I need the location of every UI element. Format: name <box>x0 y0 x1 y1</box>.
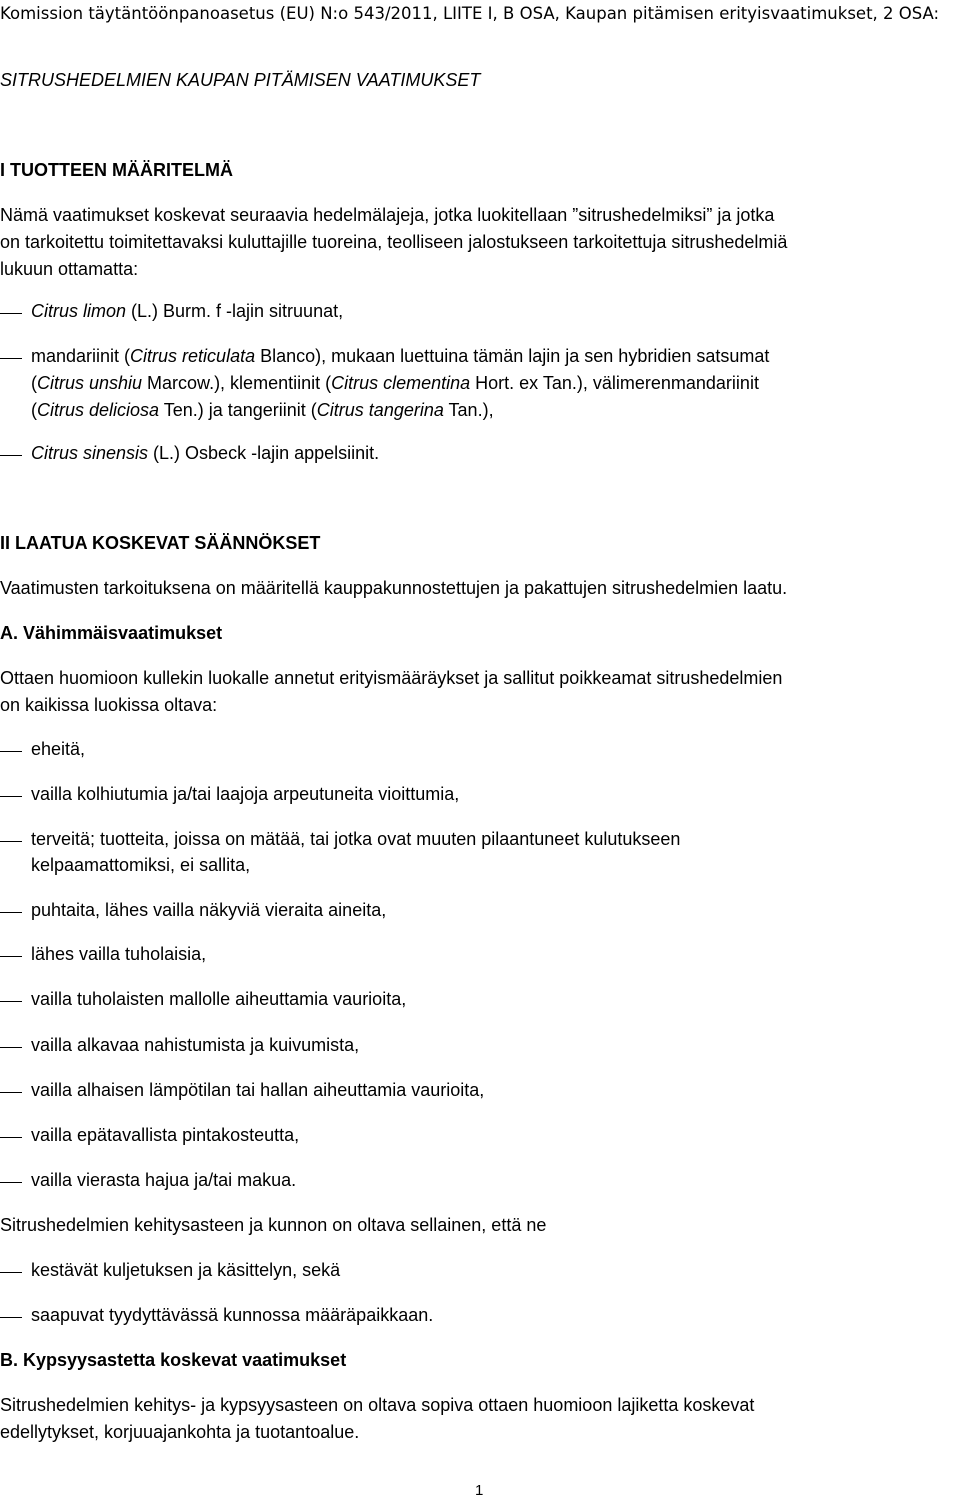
list-item: eheitä, <box>31 739 86 759</box>
subsection-a-intro-line: on kaikissa luokissa oltava: <box>0 695 218 715</box>
section2-intro: Vaatimusten tarkoituksena on määritellä kauppakunnostettujen ja pakattujen sitrushedelmien laatu. <box>0 578 788 598</box>
section1-intro-line: lukuun ottamatta: <box>0 259 139 279</box>
list-item: Citrus sinensis (L.) Osbeck -lajin appelsiinit. <box>31 443 380 463</box>
list-item: kestävät kuljetuksen ja käsittelyn, sekä <box>31 1260 341 1280</box>
dash-bullet <box>0 455 22 456</box>
dash-bullet <box>0 956 22 957</box>
list-item-continued: kelpaamattomiksi, ei sallita, <box>31 855 251 875</box>
list-item: vailla alkavaa nahistumista ja kuivumista, <box>31 1035 360 1055</box>
dash-bullet <box>0 841 22 842</box>
section2-heading: II LAATUA KOSKEVAT SÄÄNNÖKSET <box>0 533 321 553</box>
list-item: puhtaita, lähes vailla näkyviä vieraita aineita, <box>31 900 387 920</box>
dash-bullet <box>0 1001 22 1002</box>
subsection-a-intro-line: Ottaen huomioon kullekin luokalle annetut erityismääräykset ja sallitut poikkeamat sitrushedelmien <box>0 668 783 688</box>
page-number: 1 <box>475 1482 484 1499</box>
section1-intro-line: Nämä vaatimukset koskevat seuraavia hedelmälajeja, jotka luokitellaan ”sitrushedelmiksi” ja jotka <box>0 205 775 225</box>
subsection-a-heading: A. Vähimmäisvaatimukset <box>0 623 223 643</box>
section1-heading: I TUOTTEEN MÄÄRITELMÄ <box>0 160 233 180</box>
dash-bullet <box>0 358 22 359</box>
dash-bullet <box>0 796 22 797</box>
dash-bullet <box>0 751 22 752</box>
list-item: saapuvat tyydyttävässä kunnossa määräpaikkaan. <box>31 1305 434 1325</box>
dash-bullet <box>0 313 22 314</box>
list-item: vailla tuholaisten mallolle aiheuttamia vaurioita, <box>31 989 407 1009</box>
document-title: SITRUSHEDELMIEN KAUPAN PITÄMISEN VAATIMUKSET <box>0 70 481 90</box>
dash-bullet <box>0 1047 22 1048</box>
list-item: vailla kolhiutumia ja/tai laajoja arpeutuneita vioittumia, <box>31 784 460 804</box>
list-item: Citrus limon (L.) Burm. f -lajin sitruunat, <box>31 301 344 321</box>
list-item: lähes vailla tuholaisia, <box>31 944 207 964</box>
dash-bullet <box>0 1092 22 1093</box>
list-item: vailla epätavallista pintakosteutta, <box>31 1125 300 1145</box>
subsection-b-text-line: Sitrushedelmien kehitys- ja kypsyysasteen on oltava sopiva ottaen huomioon lajiketta koskevat <box>0 1395 755 1415</box>
list-item: vailla vierasta hajua ja/tai makua. <box>31 1170 297 1190</box>
page-header: Komission täytäntöönpanoasetus (EU) N:o 543/2011, LIITE I, B OSA, Kaupan pitämisen erityisvaatimukset, 2 OSA: <box>0 4 940 23</box>
dash-bullet <box>0 1137 22 1138</box>
dash-bullet <box>0 912 22 913</box>
dash-bullet <box>0 1317 22 1318</box>
subsection-b-text-line: edellytykset, korjuuajankohta ja tuotantoalue. <box>0 1422 360 1442</box>
list-item: vailla alhaisen lämpötilan tai hallan aiheuttamia vaurioita, <box>31 1080 485 1100</box>
dash-bullet <box>0 1272 22 1273</box>
list-item: mandariinit (Citrus reticulata Blanco), mukaan luettuina tämän lajin ja sen hybridien satsumat <box>31 346 770 366</box>
list-item: terveitä; tuotteita, joissa on mätää, tai jotka ovat muuten pilaantuneet kulutukseen <box>31 829 681 849</box>
section1-intro-line: on tarkoitettu toimitettavaksi kuluttajille tuoreina, teolliseen jalostukseen tarkoitettuja sitrushedelmiä <box>0 232 788 252</box>
condition-text: Sitrushedelmien kehitysasteen ja kunnon on oltava sellainen, että ne <box>0 1215 547 1235</box>
dash-bullet <box>0 1182 22 1183</box>
list-item-continued: (Citrus deliciosa Ten.) ja tangeriinit (Citrus tangerina Tan.), <box>31 400 494 420</box>
subsection-b-heading: B. Kypsyysastetta koskevat vaatimukset <box>0 1350 347 1370</box>
list-item-continued: (Citrus unshiu Marcow.), klementiinit (Citrus clementina Hort. ex Tan.), välimerenmandariinit <box>31 373 759 393</box>
